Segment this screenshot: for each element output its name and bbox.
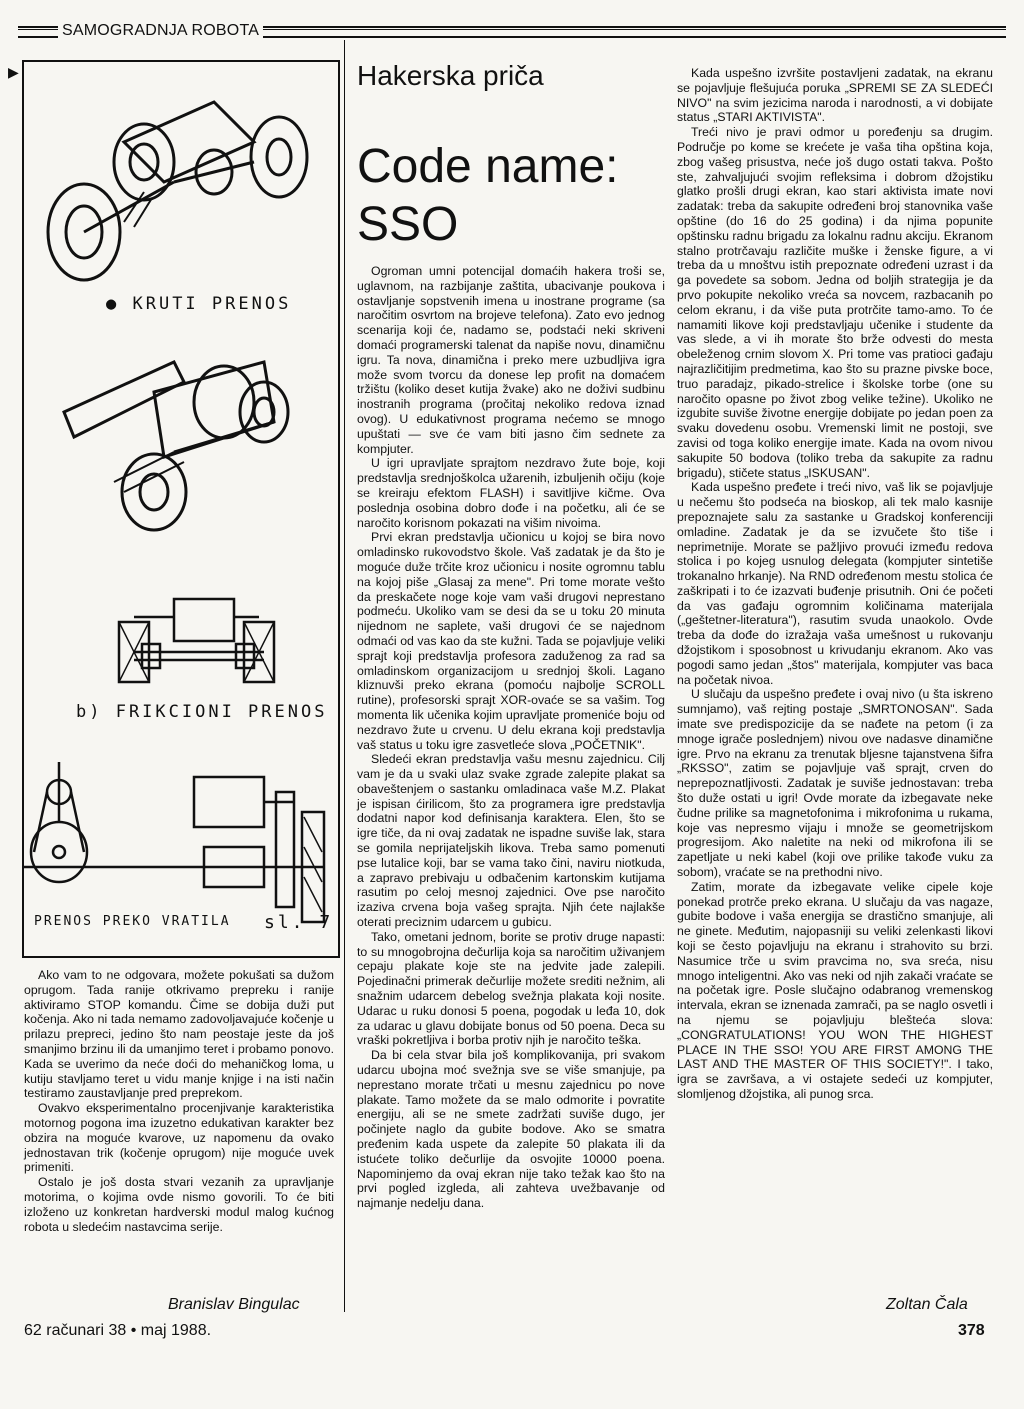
middle-column-text bbox=[357, 264, 665, 1211]
paragraph: Zatim, morate da izbegavate velike cipele koje ponekad protrče preko ekrana. U slučaju da vas nagaze, gubite bodove i vaša energija se drastično smanjuje, ali ne ginete. Međutim, najopasniji su veliki zelenkasti likovi koji se često pojavljuju na ekranu i strahovito su brzi. Nasumice trče u svim pravcima no, sva sreća, nisu mnogo inteligentni. Ako vas neki od njih zakači vraćate se na početak igre. Posle slučajno odabranog vremenskog intervala, ekran se iznenada zamrači, pa se naglo osvetli i na njemu se pojavljuju blešteća slova: „CONGRATULATIONS! YOU WON THE HIGHEST PLACE IN THE SSO! YOU ARE FIRST AMONG THE LAST AND THE MASTER OF THIS SOCIETY!". I tako, igra se završava, a vi ostajete sedeći uz kompjuter, slomljenog džojstika, ali punog srca. bbox=[677, 879, 993, 1101]
paragraph: Treći nivo je pravi odmor u poređenju sa drugim. Područje po kome se krećete je vaša tiha opština koja, zbog vašeg prisustva, neće još dugo ostati takva. Pošto ste, zahvaljujući svojim refleksima i dobrom džojstiku glatko prošli drugi ekran, kao stari aktivista imate novi zadatak: treba da sakupite određeni broj stanovnika vaše opštine (do 16 do 25 godina) i da njima popunite opštinsku radnu brigadu za lokalnu radnu akciju. Ekranom stalno protrčavaju različite muške i ženske figure, a vi treba da u mnoštvu istih prepoznate određeni uzrast i da ga povedete sa sobom. Jedna od boljih strategija je da prvo pokupite nekoliko vreća sa novcem, razbacanih po celom ekranu, i da više puta protrčite tamo-amo. To će namamiti likove koji predstavljaju učenike i studente da vas slede, a vi ih morate što brže odvesti do mesta obeleženog crnim slovom X. Pri tome vas pratioci gađaju najrazličitijim predmetima, kao što su prazne pivske boce, truo paradajz, pikado-strelice i školske torbe (one su naročito opasne po život zbog velike težine). Ukoliko ne izgubite suviše životne energije dobijate po jedan poen za svaku dovedenu osobu. Vremenski limit ne postoji, sve zavisi od toga koliko energije imate. Kada na ovom nivou sakupite 50 bodova (toliko treba da sakupite za radnu brigadu), stičete status „ISKUSAN". bbox=[677, 125, 993, 480]
paragraph: Sledeći ekran predstavlja vašu mesnu zajednicu. Cilj vam je da u svaki ulaz svake zgrade zalepite plakat sa obaveštenjem o sastanku omladinaca vaše M.Z. Plakat je ispisan ćirilicom, što za programera igre predstavlja dodatni napor kod definisanja karaktera. Elen, što se igre tiče, da ni ovaj zadatak ne ispadne suviše lak, stara se gomila neprijateljskih likova. Treba samo pomenuti pse lutalice koji, bar se vama tako čini, naviru niotkuda, a zapravo prebivaju u odbačenim kartonskim kutijama rasutim po celoj mesnoj zajednici. Ove pse naročito izaziva crvena boja vašeg sprajta. Njih ćete najlakše oterati preciznim udarcem u gubicu. bbox=[357, 752, 665, 930]
mechanism-illustration bbox=[24, 62, 338, 956]
right-author: Zoltan Čala bbox=[886, 1296, 968, 1313]
paragraph: Da bi cela stvar bila još komplikovanija, pri svakom udarcu ubojna moć svežnja sve se više smanjuje, pa neprestano morate trčati u mesnu zajednicu po nove plakate. Tamo možete da se malo odmorite i povratite energiju, ali se ne smete zadržati suviše dugo, jer počinjete naglo da gubite bodove. Ako se smatra pređenim kada uspete da zalepite 50 plakata ili da istućete toliko dečurlije da osvojite 10000 poena. Napominjemo da ovaj ekran nije tako težak kao što na prvi pogled izgleda, ali zahteva uvežbavanje od najmanje nedelju dana. bbox=[357, 1048, 665, 1211]
shaft-drive-drawing bbox=[24, 762, 324, 922]
left-column-text bbox=[24, 968, 334, 1234]
left-author: Branislav Bingulac bbox=[168, 1296, 300, 1313]
rigid-drive-drawing bbox=[48, 102, 307, 280]
column-divider bbox=[344, 40, 345, 1312]
article-kicker: Hakerska priča bbox=[357, 60, 544, 91]
paragraph: Kada uspešno pređete i treći nivo, vaš lik se pojavljuje u nečemu što podseća na bioskop, ali tek malo kasnije prepoznajete salu za sastanke u Gradskoj konferenciji omladine. Zadatak je da se izvučete što tiše i neprimetnije. Morate se pažljivo provući između redova stolica i po kojeg usnulog delegata (kompjuter sintetiše trokanalno hrkanje). Na RND određenom mestu stolica će zaškripati i to će izazvati buđenje prisutnih. Oni će početi da vas gađaju ogromnim količinama materijala („geštetner-literatura"), rasutim svuda unaokolo. Ovde treba da dođe do izražaja vaša umešnost u rukovanju džojstikom i sposobnost u krivudanju ekranom. Ako vas pogodi samo jedan „štos" materijala, kompjuter vas baca na početak nivoa. bbox=[677, 480, 993, 687]
friction-drive-drawing bbox=[64, 362, 288, 530]
paragraph: Ako vam to ne odgovara, možete pokušati sa dužom oprugom. Tada ranije otkrivamo prepreku i ranije aktiviramo STOP komandu. Čime se dobija duži put kočenja. Ako ni tada nemamo zadovoljavajuće kočenje u prilazu prepreci, jedino što nam peostaje jeste da još smanjimo brzinu ili da umanjimo teret i probamo ponovo. Kada se uverimo da neće doći do mehaničkog loma, u kutiju stavljamo teret u vidu manje knjige i na isti način testiramo zaustavljanje pred preprekom. bbox=[24, 968, 334, 1101]
section-title: SAMOGRADNJA ROBOTA bbox=[58, 22, 263, 40]
figure-box bbox=[22, 60, 340, 958]
paragraph: Ogroman umni potencijal domaćih hakera troši se, uglavnom, na razbijanje zaštita, ubacivanje poukova i ostavljanje sopstvenih imena u inostrane programe (sa naročitim osvrtom na brojeve telefona). Zato evo jednog scenarija koji će, nadamo se, podstaći neki skriveni domaći programerski talenat da napiše novu, dinamičnu igru. Ta nova, dinamična i preko mere uzbudljiva igra može svom tvorcu da donese lep profit na domaćem tržištu (koliko deset kutija žvake) ako ne doživi sudbinu inostranih programa (pročitaj nekoliko redova iznad ovog). U edukativnost programa nećemo se mnogo upuštati — sve će vam biti jasno čim sednete za kompjuter. bbox=[357, 264, 665, 456]
friction-plan-drawing bbox=[119, 599, 274, 682]
article-title: Code name: SSO bbox=[357, 140, 619, 251]
figure-label-a: ● KRUTI PRENOS bbox=[106, 294, 292, 314]
paragraph: Ostalo je još dosta stvari vezanih za upravljanje motorima, o kojima ovde nismo govorili. To će biti izloženo uz konkretan hardverski modul malog kućnog robota u sledećim nastavcima serije. bbox=[24, 1175, 334, 1234]
paragraph: Prvi ekran predstavlja učionicu u kojoj se bira novo omladinsko rukovodstvo škole. Vaš zadatak je da što je moguće duže trčite kroz učionicu i nosite ogromnu tablu na kojoj piše „Glasaj za mene". Pri tome morate vešto da preskačete noge koje vam vaši drugovi neprestano podmeću. Ukoliko vam se desi da se u toku 20 minuta nijednom ne saplete, vaši drugovi će se najednom odmaći od vas kao da ste kužni. Tada se pojavljuje veliki sprajt koji predstavlja profesora zaduženog za rad sa omladinskom organizacijom u srednjoj školi. Lagano kliznuvši preko ekrana (pomoću najbolje SCROLL rutine), profesorski sprajt XOR-ovaće se sa vašim. Tog momenta lik učenika kojim upravljate promeniće boju od nezdravo žute u crvenu. U delu ekrana koji predstavlja vaš status u toku igre zasvetleće slova „POČETNIK". bbox=[357, 530, 665, 752]
paragraph: Kada uspešno izvršite postavljeni zadatak, na ekranu se pojavljuje flešujuća poruka „SPREMI SE ZA SLEDEĆI NIVO" na svim jezicima naroda i narodnosti, a vi dobijate status „STARI AKTIVISTA". bbox=[677, 66, 993, 125]
paragraph: Tako, ometani jednom, borite se protiv druge napasti: to su mnogobrojna dečurlija koja sa naročitim uživanjem cepaju plakate koje ste na jedvite jade zalepili. Pojedinačni primerak dečurlije možete srediti nežnim, ali snažnim udarcem debelog svežnja plakata koji nosite. Udarac u ruku donosi 5 poena, pogodak u leđa 10, dok za udarac u glavu dobijate bonus od 50 poena. Deca su vraški pokretljiva i borba protiv njih je naročito teška. bbox=[357, 929, 665, 1048]
page-footer: 62 računari 38 • maj 1988. bbox=[24, 1322, 212, 1339]
bullet-icon: ● bbox=[106, 294, 133, 314]
paragraph: Ovakvo eksperimentalno procenjivanje karakteristika motornog pogona ima izuzetno edukativan karakter bez obzira na moguće kvarove, uz napomenu da ovako jednostavan trik (kočenje oprugom) nije moguće uvek primeniti. bbox=[24, 1101, 334, 1175]
arrow-marker-icon: ▶ bbox=[8, 64, 19, 80]
paragraph: U slučaju da uspešno pređete i ovaj nivo (u šta iskreno sumnjamo), vaš rejting postaje „SMRTONOSAN". Sada imate sve predispozicije da se nađete na petom (i za mnoge igrače poslednjem) nivou ove nadasve dinamične igre. Prvo na ekranu za trenutak bljesne tajanstvena šifra „RKSSO", zatim se pojavljuje vaš sprajt, crven do neprepoznatljivosti. Zadatak je suviše jednostavan: treba što duže ostati u igri! Ovde morate da izbegavate neke čudne prilike sa magnetofonima i mikrofonima u rukama, koje vas nepresmo vijaju i množe se geometrijskom progresijom. Ako naletite na neki od mikrofona ili se zapetljate u neki kabel (koji ove prilike takođe vuku za sobom), vraćate se na prethodni nivo. bbox=[677, 687, 993, 880]
paragraph: U igri upravljate sprajtom nezdravo žute boje, koji predstavlja srednjoškolca užarenih, izbuljenih očiju (koje se kreiraju efektom FLASH) i savitljive kičme. Ova poslednja osobina dobro dođe i na početku, ali će se naročito korisnom pokazati na višim nivoima. bbox=[357, 456, 665, 530]
figure-label-b: b) FRIKCIONI PRENOS bbox=[76, 702, 328, 722]
figure-number: sl. 7 bbox=[264, 912, 334, 933]
figure-label-c: PRENOS PREKO VRATILA bbox=[34, 914, 231, 929]
right-column-text bbox=[677, 66, 993, 1102]
page-number: 378 bbox=[958, 1322, 985, 1339]
